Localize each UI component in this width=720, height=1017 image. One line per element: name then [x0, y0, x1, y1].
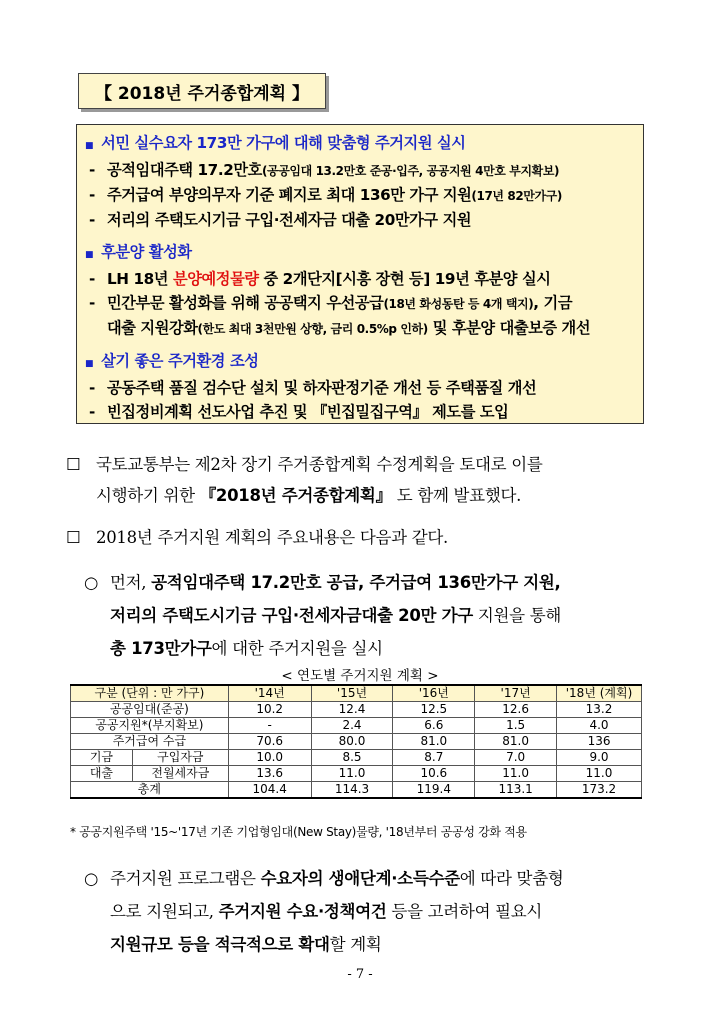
table-total-row: 총계 104.4 114.3 119.4 113.1 173.2: [71, 782, 642, 799]
summary-item: - 빈집정비계획 선도사업 추진 및 『빈집밀집구역』 제도를 도입: [89, 403, 509, 421]
summary-item: - LH 18년 분양예정물량 중 2개단지[시흥 장현 등] 19년 후분양 실시: [89, 270, 551, 288]
document-title: 【 2018년 주거종합계획 】: [78, 73, 326, 109]
paragraph-support-plan: ○ 먼저, 공적임대주택 17.2만호 공급, 주거급여 136만가구 지원, 저리의 주택도시기금 구입·전세자금대출 20만 가구 지원을 통해 총 173만가구에 대한 주거지원을 실시: [84, 566, 674, 665]
circle-bullet-icon: ○: [84, 573, 99, 592]
summary-section-head: ■ 살기 좋은 주거환경 조성: [85, 349, 635, 376]
paragraph-main-contents: ☐ 2018년 주거지원 계획의 주요내용은 다음과 같다.: [66, 522, 666, 553]
square-bullet-icon: ■: [85, 141, 94, 151]
summary-item: - 공동주택 품질 검수단 설치 및 하자판정기준 개선 등 주택품질 개선: [89, 379, 537, 397]
table-row: 공공임대(준공) 10.2 12.4 12.5 12.6 13.2: [71, 702, 642, 718]
summary-section-head: ■ 서민 실수요자 173만 가구에 대해 맞춤형 주거지원 실시: [85, 131, 635, 158]
square-bullet-icon: ■: [85, 359, 94, 369]
table-footnote: * 공공지원주택 '15~'17년 기존 기업형임대(New Stay)물량, '18년부터 공공성 강화 적용: [70, 825, 527, 839]
table-header-row: 구분 (단위 : 만 가구) '14년 '15년 '16년 '17년 '18년 (계획): [71, 685, 642, 702]
summary-section-head: ■ 후분양 활성화: [85, 240, 635, 267]
page-number: - 7 -: [347, 967, 373, 982]
square-bullet-icon: ■: [85, 250, 94, 260]
summary-item: - 민간부문 활성화를 위해 공공택지 우선공급 (18년 화성동탄 등 4개 택지) , 기금: [89, 294, 573, 312]
summary-item: - 공적임대주택 17.2만호 (공공임대 13.2만호 준공·입주, 공공지원 4만호 부지확보): [89, 161, 560, 179]
summary-box: [76, 124, 644, 424]
checkbox-bullet-icon: ☐: [66, 455, 81, 474]
paragraph-announcement: ☐ 국토교통부는 제2차 장기 주거종합계획 수정계획을 토대로 이를 시행하기 위한 『2018년 주거종합계획』 도 함께 발표했다.: [66, 449, 666, 511]
housing-support-table: [70, 684, 642, 799]
circle-bullet-icon: ○: [84, 869, 99, 888]
paragraph-program-plan: ○ 주거지원 프로그램은 수요자의 생애단계·소득수준에 따라 맞춤형 으로 지원되고, 주거지원 수요·정책여건 등을 고려하여 필요시 지원규모 등을 적극적으로 확대할 계획: [84, 862, 674, 961]
summary-item: - 주거급여 부양의무자 기준 폐지로 최대 136만 가구 지원 (17년 82만가구): [89, 186, 562, 204]
summary-item-continued: 대출 지원강화 (한도 최대 3천만원 상향, 금리 0.5%p 인하) 및 후분양 대출보증 개선: [107, 319, 591, 337]
table-row: 주거급여 수급 70.6 80.0 81.0 81.0 136: [71, 734, 642, 750]
summary-item: - 저리의 주택도시기금 구입·전세자금 대출 20만가구 지원: [89, 211, 472, 229]
table-row: 기금 구입자금 10.0 8.5 8.7 7.0 9.0: [71, 750, 642, 766]
table-caption: < 연도별 주거지원 계획 >: [281, 668, 439, 684]
table-row: 대출 전월세자금 13.6 11.0 10.6 11.0 11.0: [71, 766, 642, 782]
checkbox-bullet-icon: ☐: [66, 528, 81, 547]
table-row: 공공지원*(부지확보) - 2.4 6.6 1.5 4.0: [71, 718, 642, 734]
